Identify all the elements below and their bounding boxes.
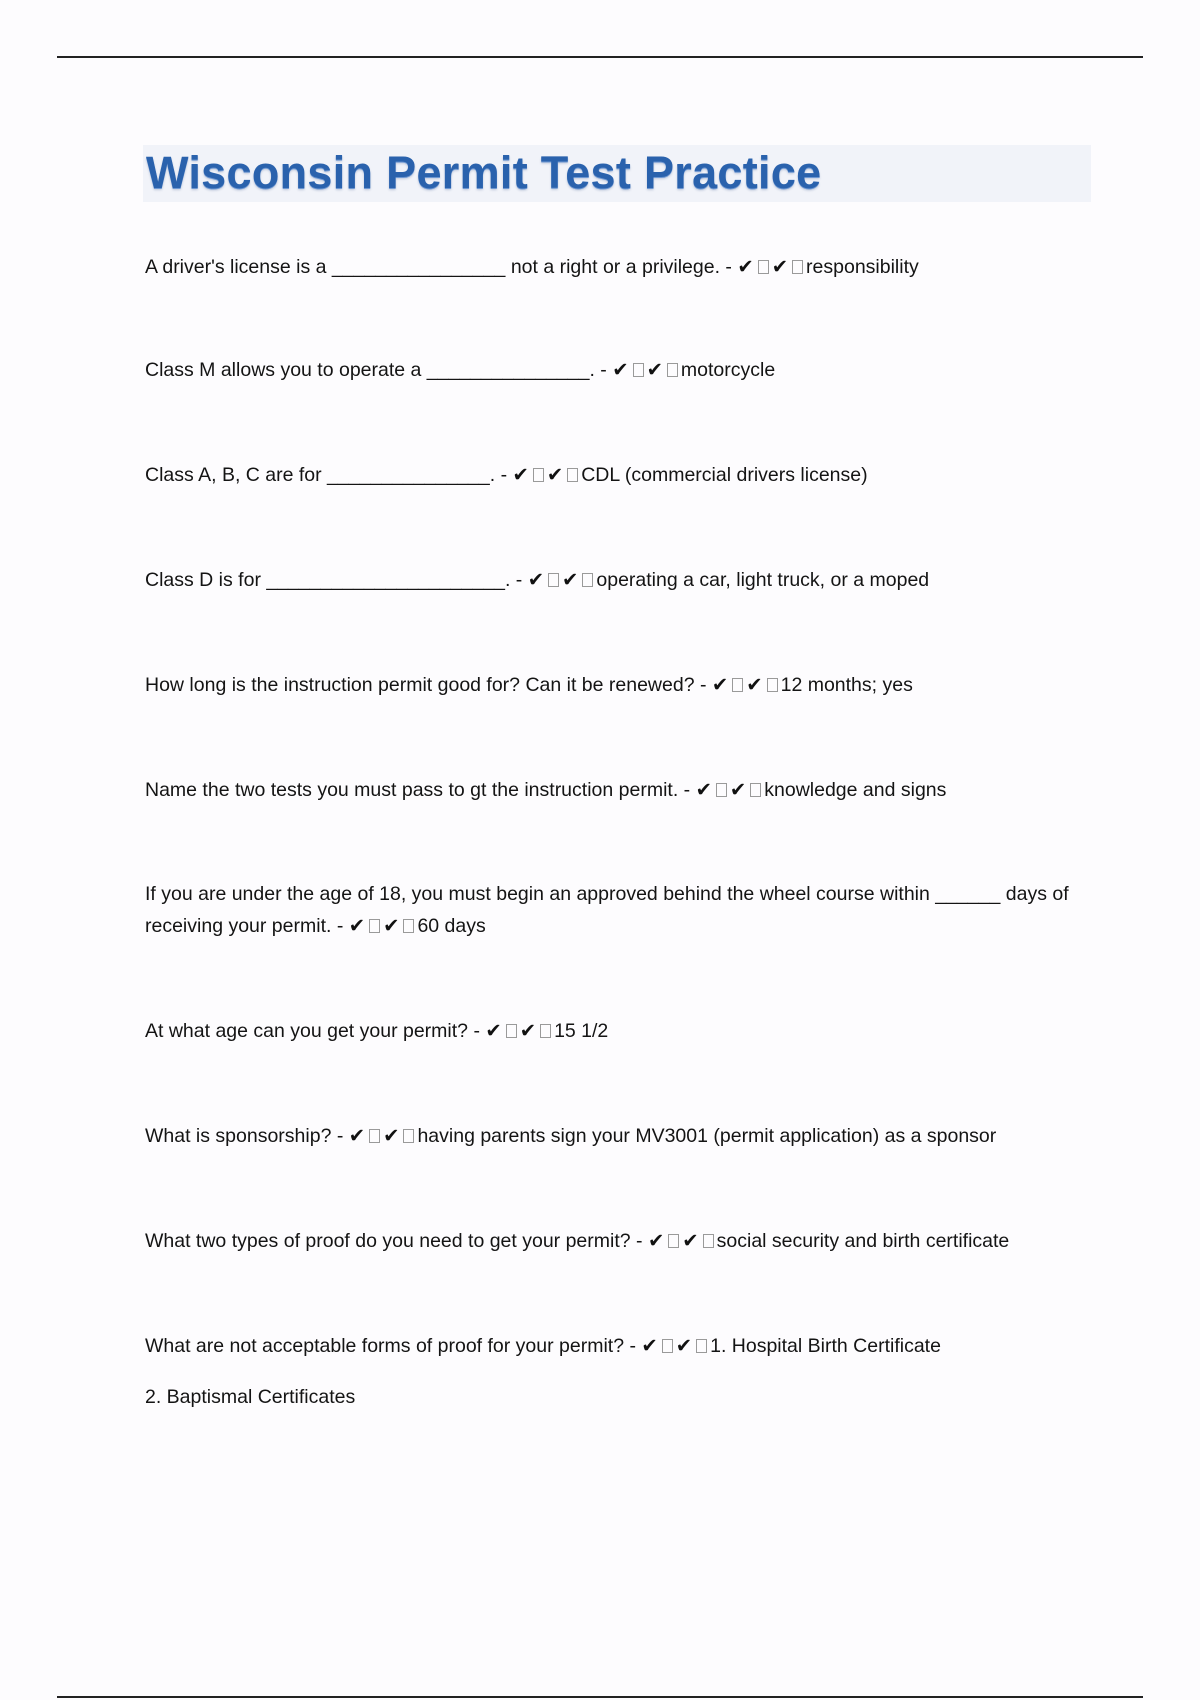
answer-text: 15 1/2 bbox=[554, 1020, 609, 1042]
footer-rule bbox=[57, 1696, 1143, 1698]
separator: - bbox=[678, 779, 696, 801]
separator: - bbox=[594, 359, 613, 381]
question-text: A driver's license is a ________________ not a right or a privilege. bbox=[145, 256, 721, 278]
separator: - bbox=[694, 674, 712, 696]
answer-text: 12 months; yes bbox=[780, 674, 913, 696]
question-text: Class A, B, C are for _______________. bbox=[145, 464, 496, 486]
qa-entry bbox=[145, 1015, 1095, 1047]
separator: - bbox=[331, 1125, 349, 1147]
question-text: What two types of proof do you need to get your permit? bbox=[145, 1230, 631, 1252]
separator: - bbox=[468, 1020, 486, 1042]
check-icon: ✔ bbox=[646, 359, 664, 381]
answer-text: motorcycle bbox=[680, 359, 776, 381]
check-icon: ✔ bbox=[771, 256, 790, 278]
separator: - bbox=[495, 464, 513, 486]
box-glyph bbox=[567, 468, 578, 482]
question-text: What are not acceptable forms of proof for your permit? bbox=[145, 1335, 625, 1357]
check-icon: ✔ bbox=[383, 1125, 401, 1147]
qa-entry bbox=[145, 354, 1095, 386]
question-text: What is sponsorship? bbox=[145, 1125, 332, 1147]
separator: - bbox=[331, 915, 349, 937]
answer-text: social security and birth certificate bbox=[716, 1230, 1010, 1252]
check-icon: ✔ bbox=[485, 1020, 503, 1042]
check-icon: ✔ bbox=[519, 1020, 538, 1042]
question-text: How long is the instruction permit good for? Can it be renewed? bbox=[145, 674, 695, 696]
check-icon: ✔ bbox=[675, 1335, 694, 1357]
answer-text: operating a car, light truck, or a moped bbox=[596, 569, 930, 591]
check-icon: ✔ bbox=[647, 1230, 666, 1252]
check-icon: ✔ bbox=[746, 674, 764, 696]
box-glyph bbox=[533, 468, 544, 482]
box-glyph bbox=[668, 1234, 679, 1248]
check-icon: ✔ bbox=[729, 779, 748, 801]
answer-text: 1. Hospital Birth Certificate bbox=[710, 1335, 941, 1357]
separator: - bbox=[720, 256, 738, 278]
answer-continuation: 2. Baptismal Certificates bbox=[145, 1386, 356, 1408]
check-icon: ✔ bbox=[641, 1335, 659, 1357]
box-glyph bbox=[696, 1339, 707, 1353]
header-rule bbox=[57, 56, 1143, 58]
separator: - bbox=[510, 569, 528, 591]
box-glyph bbox=[548, 573, 559, 587]
box-glyph bbox=[792, 260, 803, 274]
question-text: Class D is for ______________________. bbox=[145, 569, 511, 591]
check-icon: ✔ bbox=[383, 915, 401, 937]
box-glyph bbox=[403, 919, 414, 933]
box-glyph bbox=[750, 783, 761, 797]
check-icon: ✔ bbox=[348, 1125, 367, 1147]
qa-entry bbox=[145, 878, 1095, 942]
box-glyph bbox=[732, 678, 743, 692]
qa-entry bbox=[145, 564, 1095, 596]
check-icon: ✔ bbox=[711, 674, 730, 696]
box-glyph bbox=[540, 1024, 551, 1038]
check-icon: ✔ bbox=[612, 359, 630, 381]
check-icon: ✔ bbox=[527, 569, 546, 591]
separator: - bbox=[630, 1230, 648, 1252]
box-glyph bbox=[662, 1339, 673, 1353]
check-icon: ✔ bbox=[695, 779, 713, 801]
check-icon: ✔ bbox=[562, 569, 580, 591]
qa-entry bbox=[145, 1120, 1095, 1152]
check-icon: ✔ bbox=[512, 464, 530, 486]
qa-entry bbox=[145, 1225, 1095, 1257]
qa-entry bbox=[145, 1330, 1095, 1362]
check-icon: ✔ bbox=[682, 1230, 700, 1252]
question-text: If you are under the age of 18, you must begin an approved behind the wheel course within ______ days of receiving your permit. bbox=[145, 883, 1069, 937]
check-icon: ✔ bbox=[546, 464, 565, 486]
separator: - bbox=[624, 1335, 642, 1357]
qa-entry bbox=[145, 669, 1095, 701]
box-glyph bbox=[767, 678, 778, 692]
question-text: At what age can you get your permit? bbox=[145, 1020, 469, 1042]
box-glyph bbox=[716, 783, 727, 797]
box-glyph bbox=[703, 1234, 714, 1248]
page-title: Wisconsin Permit Test Practice bbox=[146, 147, 822, 198]
box-glyph bbox=[633, 363, 644, 377]
box-glyph bbox=[582, 573, 593, 587]
qa-entry bbox=[145, 774, 1095, 806]
box-glyph bbox=[758, 260, 769, 274]
box-glyph bbox=[506, 1024, 517, 1038]
answer-text: responsibility bbox=[806, 256, 919, 278]
box-glyph bbox=[369, 919, 380, 933]
box-glyph bbox=[667, 363, 678, 377]
qa-entry bbox=[145, 251, 1095, 283]
question-text: Class M allows you to operate a _______________. bbox=[145, 359, 595, 381]
qa-entry bbox=[145, 459, 1095, 491]
answer-text: CDL (commercial drivers license) bbox=[581, 464, 868, 486]
check-icon: ✔ bbox=[348, 915, 367, 937]
box-glyph bbox=[369, 1129, 380, 1143]
answer-text: having parents sign your MV3001 (permit application) as a sponsor bbox=[417, 1125, 997, 1147]
answer-text: 60 days bbox=[417, 915, 486, 937]
check-icon: ✔ bbox=[737, 256, 755, 278]
question-text: Name the two tests you must pass to gt the instruction permit. bbox=[145, 779, 679, 801]
box-glyph bbox=[403, 1129, 414, 1143]
answer-text: knowledge and signs bbox=[764, 779, 947, 801]
